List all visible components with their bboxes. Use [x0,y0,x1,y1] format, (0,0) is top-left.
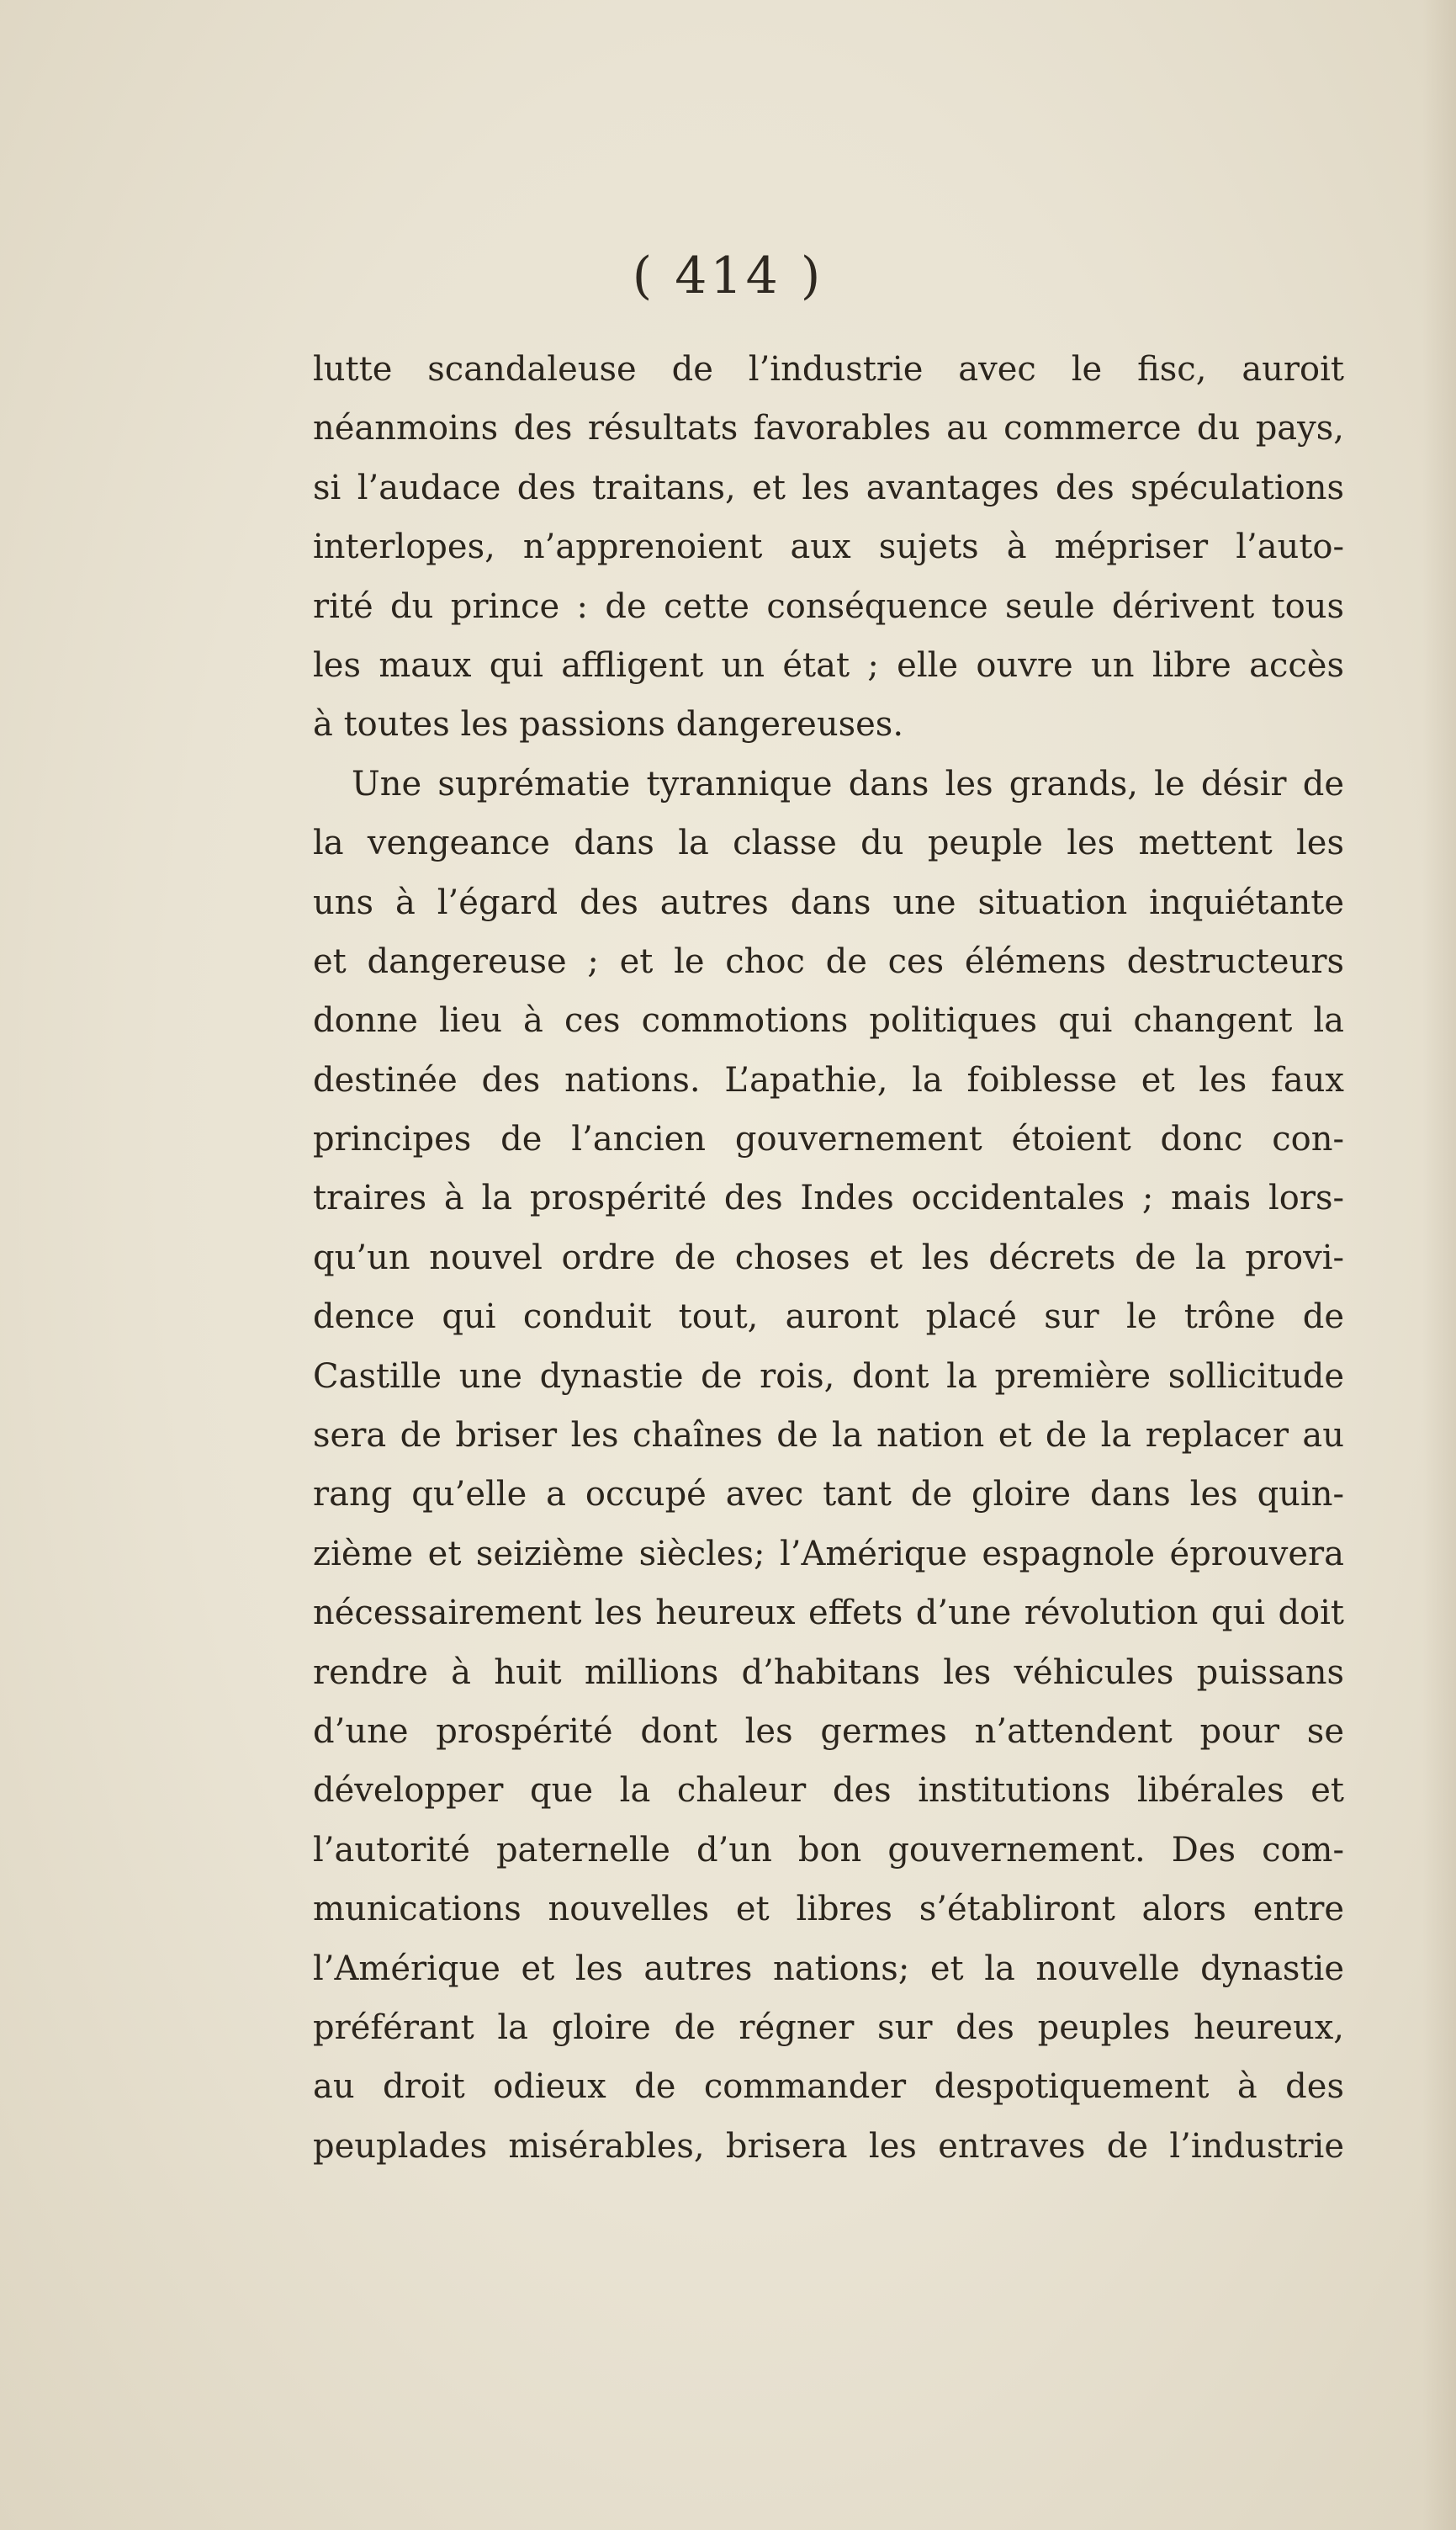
text-line: peuplades misérables, brisera les entraves de l’industrie [313,2126,1344,2166]
text-line: lutte scandaleuse de l’industrie avec le fisc, auroit [313,350,1344,389]
text-line: zième et seizième siècles; l’Amérique espagnole éprouvera [313,1534,1344,1573]
text-line: munications nouvelles et libres s’établiront alors entre [313,1890,1344,1929]
text-line: les maux qui affligent un état ; elle ouvre un libre accès [313,645,1344,685]
page-fold-shadow [1422,0,1456,2530]
text-line: traires à la prospérité des Indes occidentales ; mais lors- [313,1179,1344,1218]
body-text [313,340,1344,2176]
text-line: rité du prince : de cette conséquence seule dérivent tous [313,586,1344,626]
text-line: à toutes les passions dangereuses. [313,705,904,745]
text-line: Une suprématie tyrannique dans les grands, le désir de [352,764,1344,804]
text-line: si l’audace des traitans, et les avantages des spéculations [313,468,1344,507]
text-line: rendre à huit millions d’habitans les véhicules puissans [313,1652,1344,1692]
text-line: Castille une dynastie de rois, dont la première sollicitude [313,1356,1344,1396]
text-line: néanmoins des résultats favorables au commerce du pays, [313,409,1344,448]
text-line: rang qu’elle a occupé avec tant de gloire dans les quin- [313,1475,1344,1514]
text-line: préférant la gloire de régner sur des peuples heureux, [313,2008,1344,2047]
text-line: uns à l’égard des autres dans une situation inquiétante [313,883,1344,922]
text-line: interlopes, n’apprenoient aux sujets à mépriser l’auto- [313,528,1344,567]
text-line: d’une prospérité dont les germes n’attendent pour se [313,1711,1344,1751]
page-number: ( 414 ) [632,247,824,305]
text-line: l’autorité paternelle d’un bon gouvernement. Des com- [313,1830,1344,1870]
text-line: sera de briser les chaînes de la nation et de la replacer au [313,1416,1344,1456]
text-line: l’Amérique et les autres nations; et la nouvelle dynastie [313,1949,1344,1988]
text-line: donne lieu à ces commotions politiques qui changent la [313,1001,1344,1041]
text-line: dence qui conduit tout, auront placé sur le trône de [313,1297,1344,1337]
text-line: principes de l’ancien gouvernement étoient donc con- [313,1120,1344,1159]
text-line: qu’un nouvel ordre de choses et les décrets de la provi- [313,1238,1344,1277]
text-line: destinée des nations. L’apathie, la foiblesse et les faux [313,1060,1344,1100]
text-line: la vengeance dans la classe du peuple les mettent les [313,824,1344,863]
text-line: au droit odieux de commander despotiquement à des [313,2067,1344,2107]
text-line: développer que la chaleur des institutions libérales et [313,1771,1344,1811]
text-line: nécessairement les heureux effets d’une révolution qui doit [313,1594,1344,1633]
text-line: et dangereuse ; et le choc de ces élémens destructeurs [313,941,1344,981]
